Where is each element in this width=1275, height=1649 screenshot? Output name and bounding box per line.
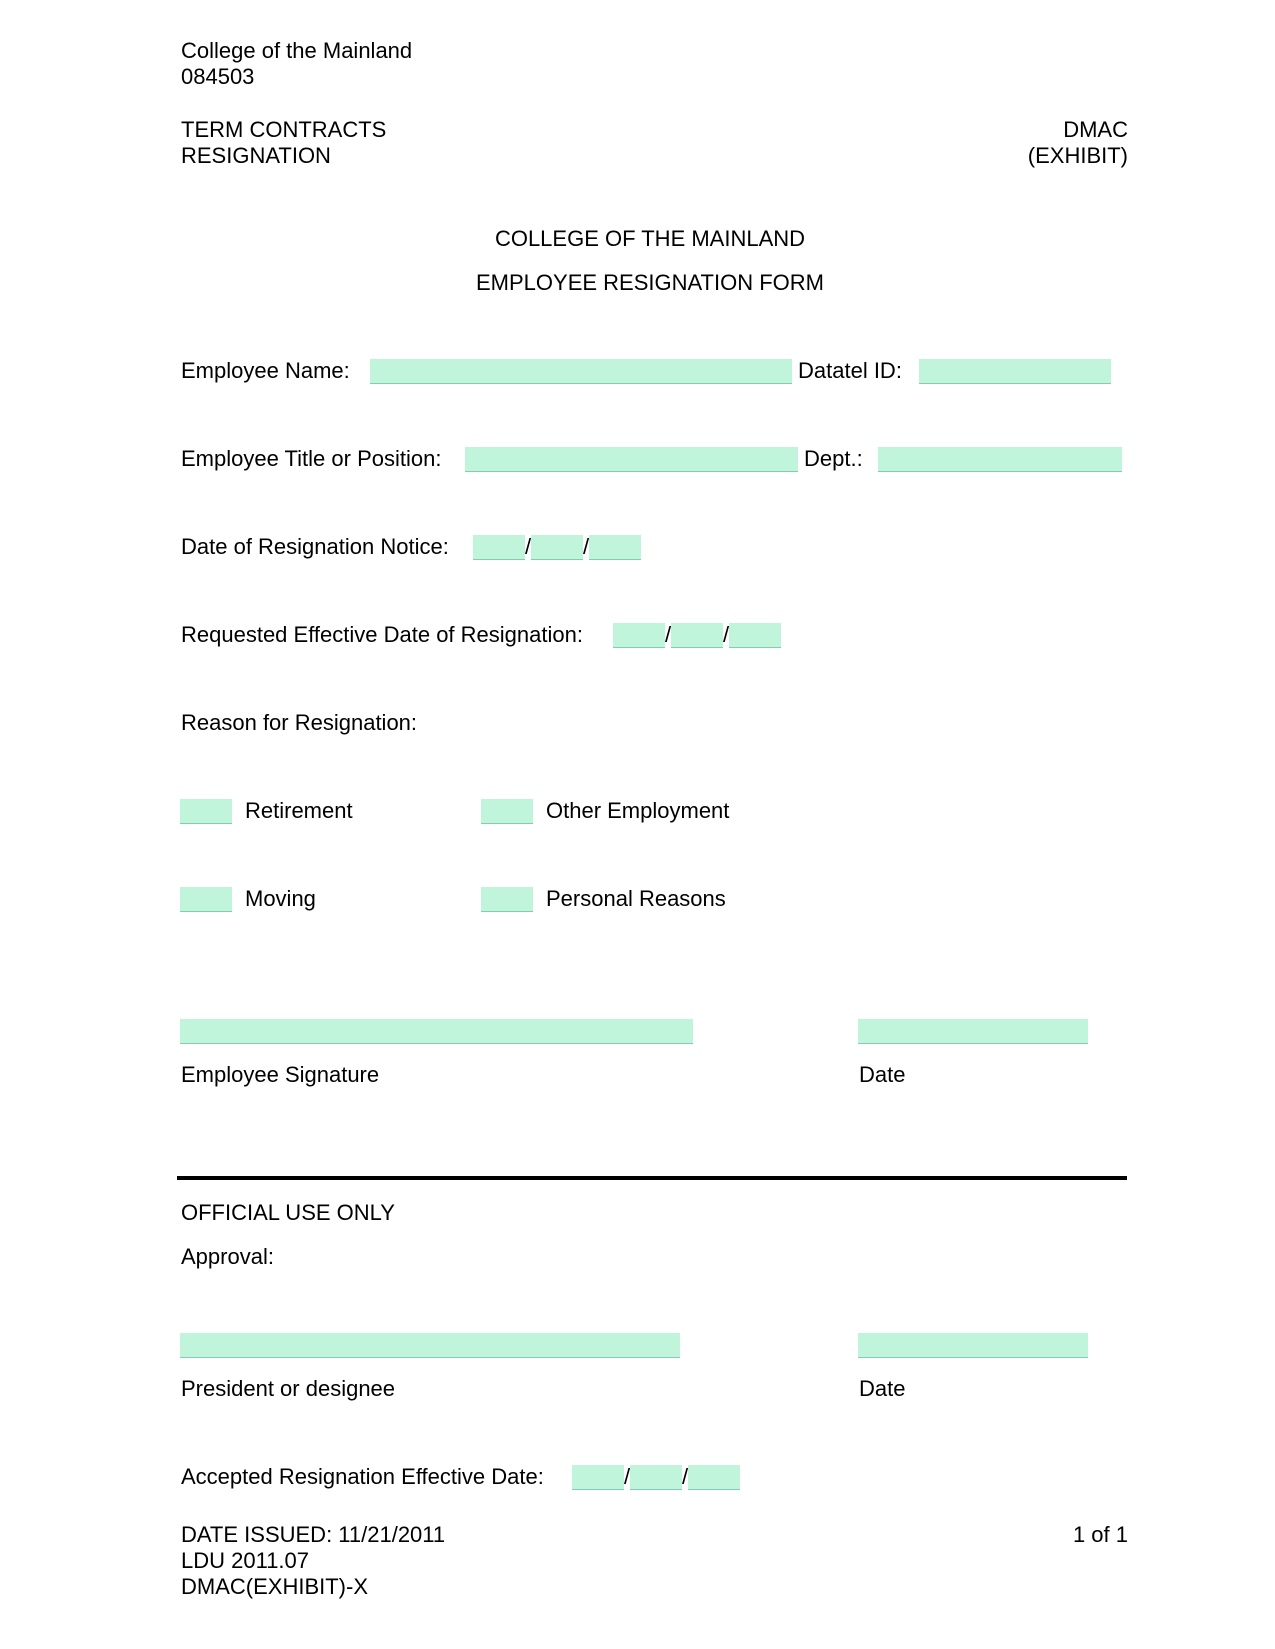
accepted-date-month-field[interactable] [572, 1465, 624, 1490]
section-title: TERM CONTRACTS [181, 117, 387, 142]
moving-label: Moving [245, 886, 316, 911]
employee-title-label: Employee Title or Position: [181, 446, 442, 471]
date-separator: / [624, 1464, 631, 1489]
date-separator: / [723, 622, 730, 647]
notice-date-label: Date of Resignation Notice: [181, 534, 449, 559]
dept-field[interactable] [878, 447, 1122, 472]
datatel-id-field[interactable] [919, 359, 1111, 384]
employee-title-field[interactable] [465, 447, 798, 472]
form-title: EMPLOYEE RESIGNATION FORM [476, 270, 824, 295]
approval-label: Approval: [181, 1244, 274, 1269]
notice-date-day-field[interactable] [531, 535, 583, 560]
personal-reasons-label: Personal Reasons [546, 886, 726, 911]
document-title: COLLEGE OF THE MAINLAND [494, 226, 806, 251]
ldu-code: LDU 2011.07 [181, 1548, 310, 1573]
requested-date-label: Requested Effective Date of Resignation: [181, 622, 583, 647]
employee-name-label: Employee Name: [181, 358, 350, 383]
policy-type: (EXHIBIT) [1027, 143, 1128, 168]
accepted-date-year-field[interactable] [688, 1465, 740, 1490]
org-name: College of the Mainland [181, 38, 413, 63]
notice-date-year-field[interactable] [589, 535, 641, 560]
signature-date-label: Date [859, 1062, 906, 1087]
section-subtitle: RESIGNATION [181, 143, 331, 168]
retirement-label: Retirement [245, 798, 353, 823]
approval-date-label: Date [859, 1376, 906, 1401]
datatel-id-label: Datatel ID: [798, 358, 902, 383]
employee-signature-label: Employee Signature [181, 1062, 380, 1087]
other-employment-checkbox[interactable] [481, 799, 533, 824]
other-employment-label: Other Employment [546, 798, 730, 823]
approval-date-field[interactable] [858, 1333, 1088, 1358]
org-code: 084503 [181, 64, 255, 89]
doc-code: DMAC(EXHIBIT)-X [181, 1574, 368, 1599]
date-separator: / [682, 1464, 689, 1489]
date-separator: / [583, 534, 590, 559]
president-signature-field[interactable] [180, 1333, 680, 1358]
personal-reasons-checkbox[interactable] [481, 887, 533, 912]
moving-checkbox[interactable] [180, 887, 232, 912]
accepted-date-label: Accepted Resignation Effective Date: [181, 1464, 544, 1489]
reason-label: Reason for Resignation: [181, 710, 418, 735]
accepted-date-day-field[interactable] [630, 1465, 682, 1490]
date-separator: / [525, 534, 532, 559]
page-number: 1 of 1 [1072, 1522, 1128, 1547]
requested-date-day-field[interactable] [671, 623, 723, 648]
employee-name-field[interactable] [370, 359, 792, 384]
notice-date-month-field[interactable] [473, 535, 525, 560]
official-use-heading: OFFICIAL USE ONLY [181, 1200, 395, 1225]
date-issued: DATE ISSUED: 11/21/2011 [181, 1522, 446, 1547]
date-separator: / [665, 622, 672, 647]
retirement-checkbox[interactable] [180, 799, 232, 824]
employee-signature-field[interactable] [180, 1019, 693, 1044]
president-label: President or designee [181, 1376, 396, 1401]
requested-date-year-field[interactable] [729, 623, 781, 648]
signature-date-field[interactable] [858, 1019, 1088, 1044]
section-divider [177, 1176, 1127, 1180]
policy-code: DMAC [1063, 117, 1128, 142]
requested-date-month-field[interactable] [613, 623, 665, 648]
dept-label: Dept.: [804, 446, 863, 471]
